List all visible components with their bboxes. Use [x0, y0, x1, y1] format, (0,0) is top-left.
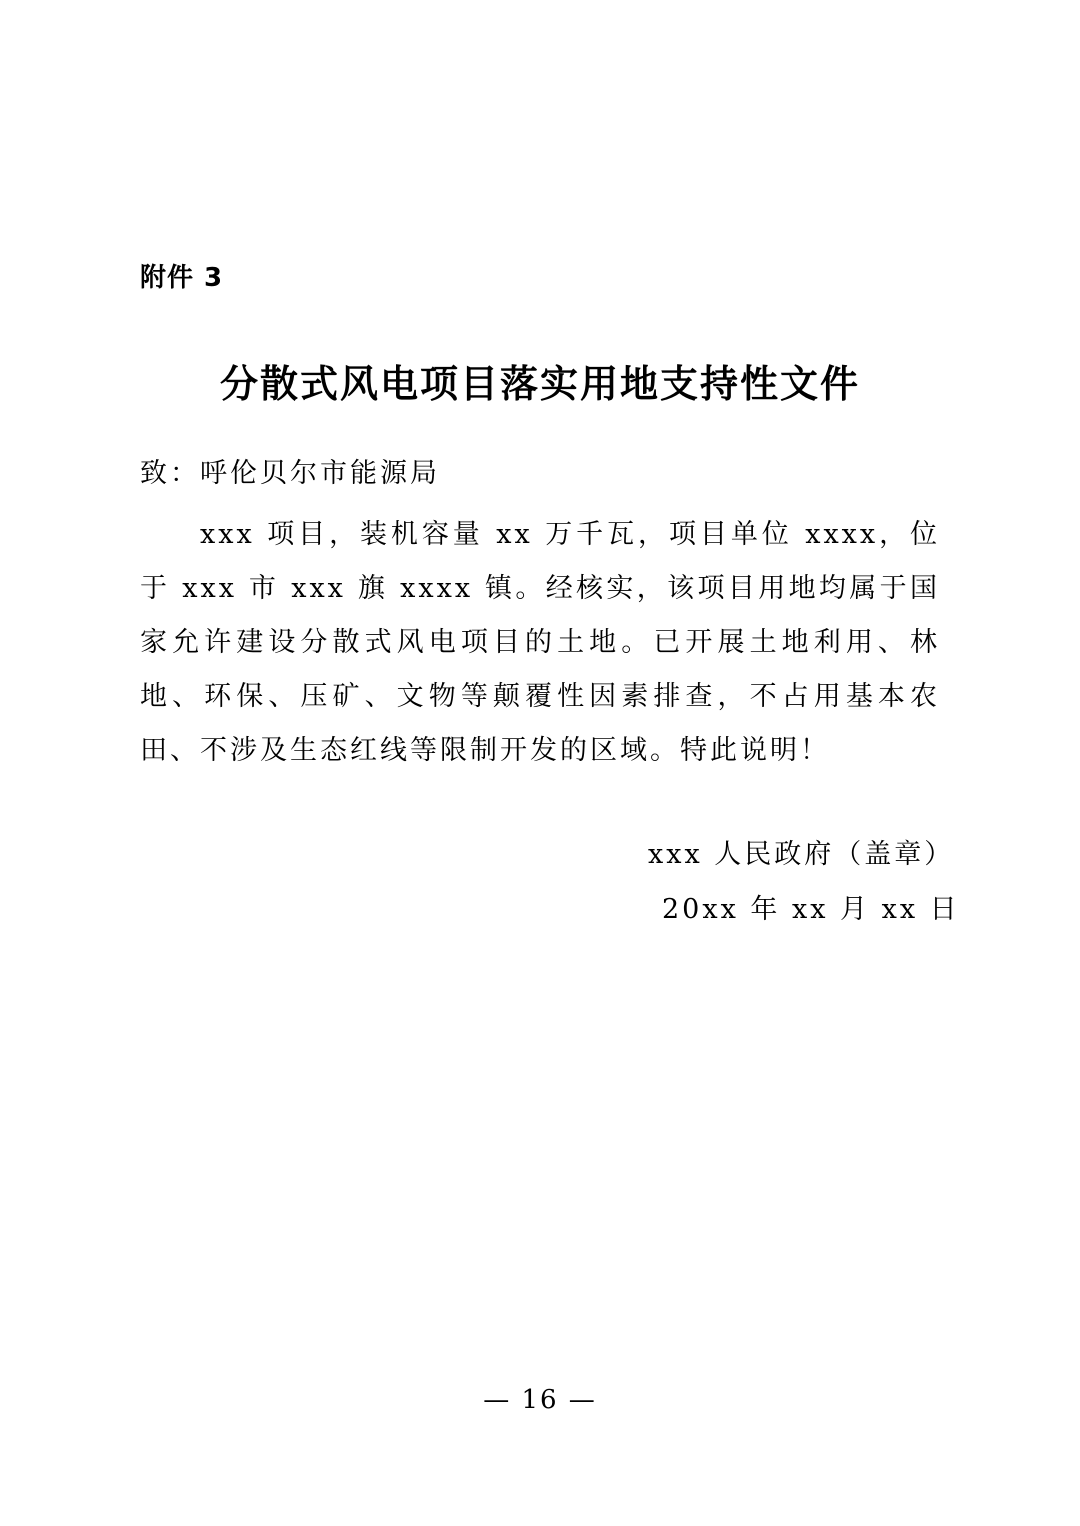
- document-title: 分散式风电项目落实用地支持性文件: [219, 362, 860, 406]
- signer: xxx 人民政府（盖章）: [648, 839, 955, 870]
- salutation: 致：呼伦贝尔市能源局: [140, 458, 440, 489]
- attachment-label: 附件 3: [140, 263, 224, 293]
- signature-date: 20xx 年 xx 月 xx 日: [662, 894, 960, 925]
- body-paragraph: xxx 项目，装机容量 xx 万千瓦，项目单位 xxxx，位于 xxx 市 xxx 旗 xxxx 镇。经核实，该项目用地均属于国家允许建设分散式风电项目的土地。已开展土地利用、林地、环保、压矿、文物等颠覆性因素排查，不占用基本农田、不涉及生态红线等限制开发的区域。特此说明！: [140, 519, 940, 766]
- page-number: — 16 —: [483, 1385, 597, 1415]
